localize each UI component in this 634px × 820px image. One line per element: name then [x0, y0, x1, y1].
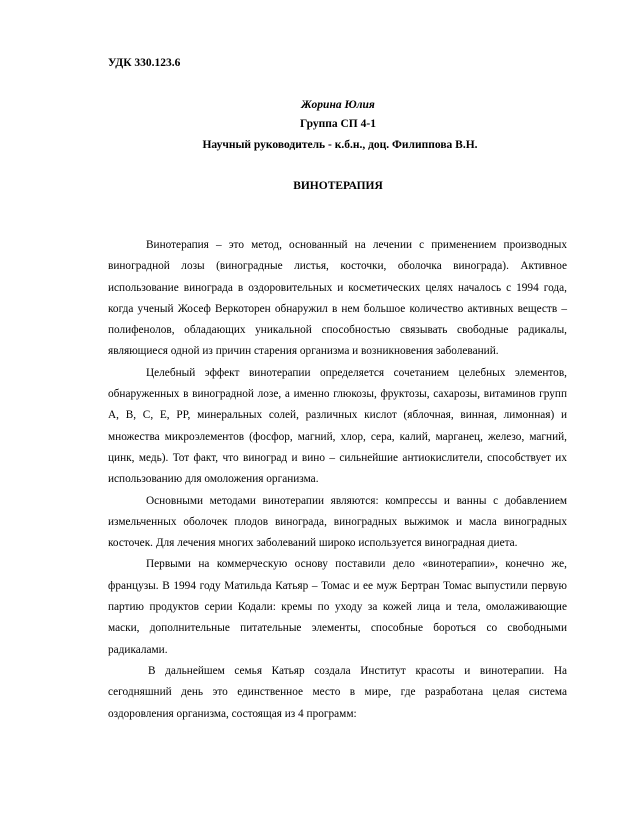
paragraph-3: Основными методами винотерапии являются: компрессы и ванны с добавлением измельченных оболочек плодов винограда, виноградных выжимок и масла виноградных косточек. Для лечения многих заболеваний широко используется виноградная диета. [108, 494, 567, 550]
paragraph-4: Первыми на коммерческую основу поставили дело «винотерапии», конечно же, французы. В 1994 году Матильда Катьяр – Томас и ее муж Бертран Томас выпустили первую партию продуктов серии Кодали: кремы по уходу за кожей лица и тела, омолаживающие маски, дополнительные питательные элементы, способные бороться со свободными радикалами. [108, 558, 567, 656]
udk-code: УДК 330.123.6 [108, 57, 181, 69]
article-body [108, 235, 567, 725]
paragraph-2: Целебный эффект винотерапии определяется сочетанием целебных элементов, обнаруженных в виноградной лозе, а именно глюкозы, фруктозы, сахарозы, витаминов групп А, В, С, Е, РР, минеральных солей, различных кислот (яблочная, винная, лимонная) и множества микроэлементов (фосфор, магний, хлор, сера, калий, марганец, железо, магний, цинк, медь). Тот факт, что виноград и вино – сильнейшие антиокислители, способствует их использованию для омоложения организма. [108, 366, 567, 486]
article-title: ВИНОТЕРАПИЯ [293, 180, 383, 192]
student-group: Группа СП 4-1 [300, 118, 376, 130]
author-name: Жорина Юлия [301, 99, 375, 111]
paragraph-1: Винотерапия – это метод, основанный на лечении с применением производных виноградной лозы (виноградные листья, косточки, оболочка винограда). Активное использование винограда в оздоровительных и косметических целях началось с 1994 года, когда ученый Жосеф Веркоторен обнаружил в нем большое количество активных веществ – полифенолов, обладающих уникальной способностью связывать свободные радикалы, являющиеся одной из причин старения организма и возникновения заболеваний. [108, 239, 567, 358]
paragraph-5: В дальнейшем семья Катьяр создала Институт красоты и винотерапии. На сегодняшний день это единственное место в мире, где разработана целая система оздоровления организма, состоящая из 4 программ: [108, 664, 567, 720]
scientific-advisor: Научный руководитель - к.б.н., доц. Филиппова В.Н. [202, 139, 478, 151]
